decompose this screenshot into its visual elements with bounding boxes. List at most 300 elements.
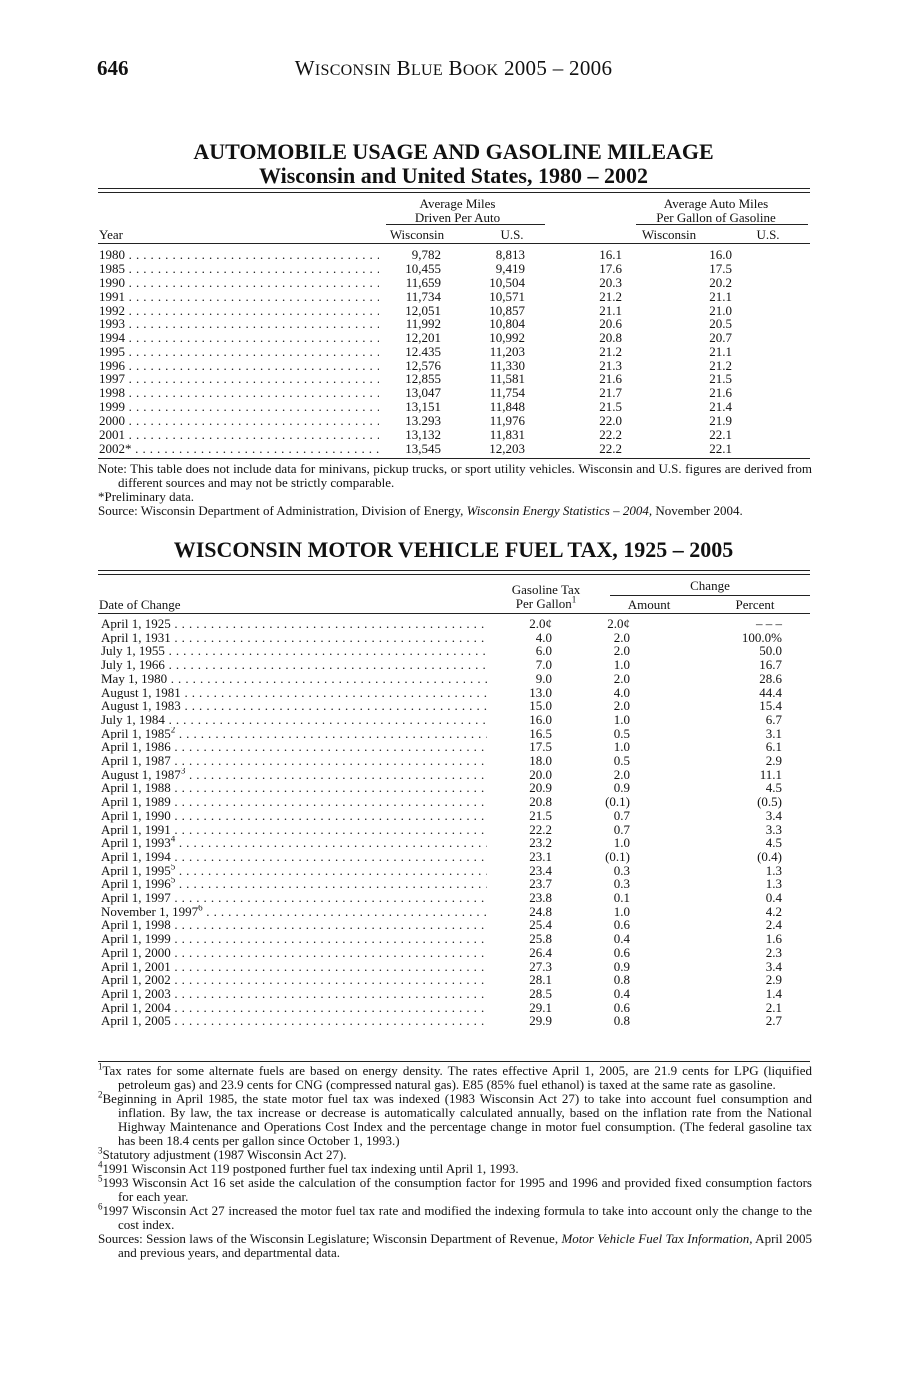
table2-cell-percent: 4.2 xyxy=(765,903,782,919)
table1-year-label: 2001 xyxy=(99,427,125,442)
table2-sources-title: Motor Vehicle Fuel Tax Information, xyxy=(561,1231,753,1246)
footnote-text: 1991 Wisconsin Act 119 postponed further fuel tax indexing until April 1, 1993. xyxy=(102,1161,519,1176)
table2-cell-date xyxy=(101,686,487,700)
table1-title-block xyxy=(0,140,907,188)
running-title-part-1: ISCONSIN xyxy=(314,62,392,79)
table2-date-label: August 1, 1983 xyxy=(101,699,181,713)
table1-year-label: 1995 xyxy=(99,344,125,359)
table1-group1-line2: Driven Per Auto xyxy=(414,210,501,225)
table1-cell-wi-miles: 13,132 xyxy=(405,426,441,442)
table2-cell-amount: 0.5 xyxy=(613,725,630,741)
table1-top-rule-b xyxy=(98,192,810,193)
table2-cell-tax: 9.0 xyxy=(535,670,552,686)
table2-row xyxy=(101,727,814,741)
table1-cell-wi-mpg: 20.6 xyxy=(599,316,622,332)
footnote-mark: 5 xyxy=(98,1173,103,1184)
running-title-initial-b1: B xyxy=(391,56,411,80)
table2-cell-date xyxy=(101,905,487,919)
table2-footnote xyxy=(98,1201,812,1232)
table2-date-label: May 1, 1980 xyxy=(101,671,168,686)
table1-cell-year xyxy=(99,345,379,359)
table2-date-footnote-mark: 3 xyxy=(180,767,186,776)
table2-row xyxy=(101,617,814,631)
table1-cell-us-mpg: 22.1 xyxy=(709,440,732,456)
table2-row xyxy=(101,754,814,768)
table1-year-label: 1985 xyxy=(99,261,125,277)
table1-group1-rule xyxy=(386,224,545,225)
table2-cell-tax: 22.2 xyxy=(529,821,552,837)
table1-cell-wi-mpg: 22.2 xyxy=(599,426,622,442)
table2-cell-date xyxy=(101,768,487,782)
table1-cell-year xyxy=(99,414,379,428)
table1-cell-wi-miles: 10,455 xyxy=(405,261,441,277)
table1-cell-wi-miles: 11,734 xyxy=(405,289,441,304)
table1-row xyxy=(99,248,764,262)
table2-cell-tax: 15.0 xyxy=(529,698,552,714)
table2-cell-percent: 2.7 xyxy=(765,1013,782,1029)
table2-row xyxy=(101,795,814,809)
table2-cell-percent: 3.3 xyxy=(765,821,782,837)
table1-subtitle: Wisconsin and United States, 1980 – 2002 xyxy=(259,163,648,188)
table1-cell-us-mpg: 20.7 xyxy=(709,330,732,346)
table2-date-label: April 1, 2001 xyxy=(101,959,171,974)
table2-row xyxy=(101,809,814,823)
table1-col-wi-miles: Wisconsin xyxy=(389,227,445,242)
table2-cell-percent: 16.7 xyxy=(759,657,782,673)
table2-row xyxy=(101,1001,814,1015)
table1-cell-us-miles: 10,504 xyxy=(489,275,525,291)
table1-notes xyxy=(98,462,812,518)
table2-row xyxy=(101,768,814,782)
table1-year-label: 1999 xyxy=(99,399,125,415)
table1-row xyxy=(99,372,764,386)
table2-body xyxy=(101,617,814,1028)
table1-top-rule-a xyxy=(98,188,810,189)
table2-date-footnote-mark: 2 xyxy=(170,726,176,735)
table2-cell-amount: 0.8 xyxy=(613,972,630,988)
table2-cell-date xyxy=(101,699,487,713)
table1-cell-us-mpg: 21.1 xyxy=(709,289,732,304)
table1-source-prefix: Source: Wisconsin Department of Administration, Division of Energy, xyxy=(98,503,467,518)
table2-cell-date xyxy=(101,836,487,850)
table1-header-rule xyxy=(98,243,810,244)
table2-cell-date xyxy=(101,658,487,672)
table2-cell-percent: 4.5 xyxy=(765,835,782,851)
table1-row xyxy=(99,386,764,400)
table2-date-label: April 1, 1994 xyxy=(101,849,171,864)
table1-year-label: 1993 xyxy=(99,317,125,332)
table2-date-label: April 1, 1991 xyxy=(101,822,171,837)
table1-cell-us-mpg: 21.4 xyxy=(709,399,732,415)
running-title-initial-w: W xyxy=(294,56,315,80)
table1-cell-wi-mpg: 21.3 xyxy=(599,357,622,373)
table1-source-suffix: November 2004. xyxy=(652,503,743,518)
table2-cell-date xyxy=(101,1014,487,1028)
table2-cell-date xyxy=(101,960,487,974)
table2-cell-percent: 0.4 xyxy=(765,890,782,906)
table2-cell-amount: 0.9 xyxy=(613,780,630,796)
table1-cell-wi-mpg: 20.3 xyxy=(599,275,622,291)
table2-row xyxy=(101,905,814,919)
table2-cell-percent: 2.9 xyxy=(765,753,782,769)
table2-cell-tax: 25.8 xyxy=(529,931,552,947)
table2-cell-date xyxy=(101,809,487,823)
table2-date-label: April 1, 1987 xyxy=(101,754,171,768)
table2-cell-amount: 0.7 xyxy=(613,821,630,837)
table2-cell-amount: 2.0 xyxy=(613,698,630,714)
table1-cell-us-mpg: 21.9 xyxy=(709,413,732,429)
table2-cell-percent: 1.4 xyxy=(765,985,782,1001)
table2-cell-percent: 44.4 xyxy=(759,684,782,700)
table2-cell-amount: 0.4 xyxy=(613,931,630,947)
table2-cell-percent: 1.3 xyxy=(765,876,782,892)
table1-cell-year xyxy=(99,276,379,290)
table2-date-label: April 1, 1988 xyxy=(101,781,171,796)
table2-cell-percent: 100.0% xyxy=(741,629,782,645)
table1-cell-wi-mpg: 21.5 xyxy=(599,399,622,415)
table1-group-mpg xyxy=(628,197,804,225)
table2-col-percent: Percent xyxy=(735,597,775,612)
table2-row xyxy=(101,686,814,700)
table1-cell-us-mpg: 21.6 xyxy=(709,384,732,400)
table2-header-rule xyxy=(98,613,810,614)
table2-cell-date xyxy=(101,946,487,960)
table1-cell-us-miles: 10,992 xyxy=(489,330,525,346)
table2-cell-percent: – – – xyxy=(756,616,782,631)
table2-date-label: April 1, 1999 xyxy=(101,932,171,946)
table1-cell-wi-miles: 12.435 xyxy=(405,343,441,359)
table2-cell-amount: 0.6 xyxy=(613,917,630,933)
table2-cell-tax: 20.0 xyxy=(529,766,552,782)
table1-cell-us-miles: 11,203 xyxy=(489,343,525,359)
table2-col-date: Date of Change xyxy=(99,597,181,612)
table2-cell-tax: 6.0 xyxy=(535,643,552,659)
table1-group2-line1: Average Auto Miles xyxy=(663,196,769,211)
table2-col-tax-line1: Gasoline Tax xyxy=(511,582,581,597)
table2-row xyxy=(101,699,814,713)
table2-cell-percent: 28.6 xyxy=(759,670,782,686)
table2-date-label: April 1, 1925 xyxy=(101,617,171,631)
table2-top-rule-a xyxy=(98,570,810,571)
table1-cell-wi-miles: 13,151 xyxy=(405,399,441,415)
table1-col-year: Year xyxy=(99,227,123,242)
table2-footnote xyxy=(98,1061,812,1092)
table2-cell-amount: 0.8 xyxy=(613,1013,630,1029)
table1-cell-us-miles: 10,857 xyxy=(489,302,525,318)
footnote-text: Statutory adjustment (1987 Wisconsin Act 27). xyxy=(102,1147,347,1162)
table1-row xyxy=(99,290,764,304)
table1-group2-rule xyxy=(636,224,808,225)
table1-cell-wi-miles: 11,992 xyxy=(405,316,441,332)
table2-footnote xyxy=(98,1173,812,1204)
table1-cell-us-miles: 11,754 xyxy=(489,384,525,400)
table1-group1-line1: Average Miles xyxy=(419,196,496,211)
table2-cell-tax: 20.9 xyxy=(529,780,552,796)
table1-row xyxy=(99,414,764,428)
table2-cell-amount: 2.0 xyxy=(613,629,630,645)
page-number: 646 xyxy=(97,56,129,80)
table2-row xyxy=(101,960,814,974)
table1-cell-us-mpg: 21.2 xyxy=(709,357,732,373)
table1-cell-year xyxy=(99,428,379,442)
table2-cell-tax: 21.5 xyxy=(529,807,552,823)
table1-cell-wi-miles: 9,782 xyxy=(411,247,441,262)
table2-cell-amount: 2.0 xyxy=(613,670,630,686)
table2-row xyxy=(101,973,814,987)
table2-cell-percent: 1.6 xyxy=(765,931,782,947)
table2-date-footnote-mark: 4 xyxy=(170,836,176,844)
table2-cell-date xyxy=(101,644,487,658)
table1-cell-wi-mpg: 21.6 xyxy=(599,371,622,387)
table1-year-label: 2002* xyxy=(99,441,132,456)
table1-cell-us-miles: 10,571 xyxy=(489,289,525,304)
table1-cell-us-mpg: 21.5 xyxy=(709,371,732,387)
table1-cell-us-miles: 12,203 xyxy=(489,440,525,456)
table2-footnote xyxy=(98,1159,812,1176)
table2-cell-date xyxy=(101,973,487,987)
table1-cell-wi-miles: 13,047 xyxy=(405,384,441,400)
table1-cell-us-miles: 11,330 xyxy=(489,357,525,373)
table2-cell-date xyxy=(101,795,487,809)
table1-cell-year xyxy=(99,317,379,331)
table1-year-label: 1991 xyxy=(99,290,125,304)
table2-cell-amount: 0.6 xyxy=(613,944,630,960)
table2-cell-tax: 28.1 xyxy=(529,972,552,988)
table2-cell-percent: (0.5) xyxy=(757,794,782,810)
table1-cell-wi-miles: 12,855 xyxy=(405,371,441,387)
table2-title: WISCONSIN MOTOR VEHICLE FUEL TAX, 1925 – 2005 xyxy=(173,537,734,562)
table1-cell-us-miles: 11,831 xyxy=(489,426,525,442)
table2-row xyxy=(101,781,814,795)
table1-cell-wi-miles: 11,659 xyxy=(405,275,441,291)
table2-col-amount: Amount xyxy=(627,597,671,612)
table2-cell-amount: 0.4 xyxy=(613,985,630,1001)
table2-cell-tax: 2.0¢ xyxy=(529,616,552,631)
table2-cell-tax: 27.3 xyxy=(529,958,552,974)
table2-cell-date xyxy=(101,727,487,741)
table2-cell-amount: (0.1) xyxy=(605,848,630,864)
table2-cell-amount: 2.0 xyxy=(613,643,630,659)
table1-cell-wi-mpg: 16.1 xyxy=(599,247,622,262)
table2-date-footnote-mark: 6 xyxy=(198,904,203,913)
table2-row xyxy=(101,864,814,878)
table2-cell-date xyxy=(101,1001,487,1015)
table1-title: AUTOMOBILE USAGE AND GASOLINE MILEAGE xyxy=(193,139,714,164)
table2-cell-tax: 4.0 xyxy=(535,629,552,645)
table1-cell-wi-mpg: 17.6 xyxy=(599,261,622,277)
table2-date-label: August 1, 1981 xyxy=(101,685,181,700)
table1-body xyxy=(99,248,764,455)
table1-cell-wi-miles: 12,201 xyxy=(405,330,441,346)
footnote-mark: 1 xyxy=(98,1061,103,1072)
table2-cell-tax: 17.5 xyxy=(529,739,552,755)
table2-cell-tax: 23.8 xyxy=(529,890,552,906)
table2-row xyxy=(101,836,814,850)
table1-cell-year xyxy=(99,262,379,277)
table2-date-footnote-mark: 5 xyxy=(170,877,176,886)
table2-cell-tax: 26.4 xyxy=(529,944,552,960)
table1-cell-us-miles: 8,813 xyxy=(495,247,525,262)
table2-cell-tax: 18.0 xyxy=(529,753,552,769)
table1-cell-wi-mpg: 21.2 xyxy=(599,289,622,304)
table2-date-label: July 1, 1966 xyxy=(101,658,165,672)
table1-cell-us-mpg: 21.1 xyxy=(709,343,732,359)
table2-cell-amount: 1.0 xyxy=(613,739,630,755)
running-title-years: 2005 – 2006 xyxy=(498,56,613,80)
table2-cell-percent: 3.4 xyxy=(765,807,782,823)
table1-cell-us-mpg: 20.5 xyxy=(709,316,732,332)
footnote-text: 1997 Wisconsin Act 27 increased the motor fuel tax rate and modified the indexing formula to take into account only the change to the cost index. xyxy=(102,1203,812,1232)
table1-year-label: 1990 xyxy=(99,276,125,290)
table2-date-label: April 1, 1990 xyxy=(101,808,171,823)
table2-cell-percent: (0.4) xyxy=(757,848,782,864)
table2-cell-tax: 28.5 xyxy=(529,985,552,1001)
table2-date-label: April 1, 2000 xyxy=(101,945,171,960)
table2-cell-amount: 0.9 xyxy=(613,958,630,974)
table2-col-change: Change xyxy=(690,578,730,593)
table2-cell-date xyxy=(101,631,487,645)
table2-date-label: November 1, 1997 xyxy=(101,904,199,919)
table2-cell-date xyxy=(101,932,487,946)
table2-date-label: April 1, 2003 xyxy=(101,986,171,1001)
table2-cell-amount: 4.0 xyxy=(613,684,630,700)
table2-cell-date xyxy=(101,672,487,686)
running-title-initial-b2: B xyxy=(442,56,463,80)
table1-cell-year xyxy=(99,331,379,345)
table2-footnote xyxy=(98,1145,812,1162)
table1-cell-wi-miles: 12,051 xyxy=(405,302,441,318)
table2-date-footnote-mark: 5 xyxy=(170,863,176,872)
table2-change-rule xyxy=(610,595,810,596)
table1-col-wi-mpg: Wisconsin xyxy=(641,227,697,242)
table1-cell-us-miles: 11,581 xyxy=(489,371,525,387)
table2-cell-tax: 25.4 xyxy=(529,917,552,933)
table2-footnotes xyxy=(98,1061,812,1260)
table2-cell-percent: 3.1 xyxy=(765,725,782,741)
table1-note: Note: This table does not include data for minivans, pickup trucks, or sport utility vehicles. Wisconsin and U.S. figures are derived from different sources and may not be strictly comparable. xyxy=(98,461,812,490)
table2-sources-suffix: April 2005 and previous years, and departmental data. xyxy=(118,1231,812,1260)
table2-row xyxy=(101,1014,814,1028)
table1-cell-us-miles: 11,848 xyxy=(489,399,525,415)
table1-year-label: 1992 xyxy=(99,303,125,318)
table2-cell-date xyxy=(101,617,487,631)
table2-cell-percent: 6.7 xyxy=(765,711,782,727)
table1-row xyxy=(99,442,764,456)
running-title-part-3: OOK xyxy=(462,62,499,79)
table1-cell-us-mpg: 17.5 xyxy=(709,261,732,277)
table2-cell-amount: 0.5 xyxy=(613,753,630,769)
table1-year-label: 1997 xyxy=(99,372,125,386)
table2-cell-amount: 0.3 xyxy=(613,876,630,892)
table2-cell-date xyxy=(101,877,487,891)
footnote-mark: 3 xyxy=(98,1145,103,1156)
table1-cell-us-miles: 10,804 xyxy=(489,316,525,332)
table2-date-label: April 1, 1993 xyxy=(101,836,171,850)
table2-cell-percent: 2.3 xyxy=(765,944,782,960)
table1-cell-us-miles: 11,976 xyxy=(489,413,525,429)
table1-year-label: 1980 xyxy=(99,248,125,262)
table2-cell-tax: 13.0 xyxy=(529,684,552,700)
table2-row xyxy=(101,644,814,658)
running-title-part-2: LUE xyxy=(410,62,443,79)
table1-row xyxy=(99,317,764,331)
table2-sources xyxy=(98,1232,812,1260)
footnote-text: Beginning in April 1985, the state motor fuel tax was indexed (1983 Wisconsin Act 27) to take into account fuel consumption and inflation. By law, the tax increase or decrease is automatically calculated annually, based on the inflation rate from the National Highway Maintenance and Operations Cost Index and the percentage change in motor fuel consumption. (The federal gasoline tax has been 18.4 cents per gallon since October 1, 1993.) xyxy=(102,1091,812,1148)
table2-cell-tax: 16.5 xyxy=(529,725,552,741)
table2-row xyxy=(101,891,814,905)
table2-date-label: April 1, 2002 xyxy=(101,973,171,987)
table2-cell-amount: (0.1) xyxy=(605,794,630,810)
table2-date-label: April 1, 1986 xyxy=(101,740,171,755)
table2-footnote xyxy=(98,1089,812,1148)
table2-cell-tax: 23.2 xyxy=(529,835,552,851)
table1-cell-us-mpg: 20.2 xyxy=(709,275,732,291)
table1-cell-wi-mpg: 21.7 xyxy=(599,384,622,400)
table2-cell-date xyxy=(101,823,487,837)
table1-cell-us-mpg: 16.0 xyxy=(709,247,732,262)
table2-cell-date xyxy=(101,740,487,754)
table1-cell-year xyxy=(99,304,379,318)
table2-date-label: April 1, 2004 xyxy=(101,1000,171,1015)
table2-cell-amount: 2.0¢ xyxy=(607,616,630,631)
table1-cell-us-miles: 9,419 xyxy=(495,261,525,277)
table1-col-us-miles: U.S. xyxy=(500,227,524,242)
table2-date-label: April 1, 1995 xyxy=(101,863,171,878)
table2-cell-amount: 1.0 xyxy=(613,711,630,727)
table2-date-label: April 1, 1989 xyxy=(101,795,171,809)
footnote-mark: 2 xyxy=(98,1089,103,1100)
table2-cell-date xyxy=(101,864,487,878)
table2-cell-tax: 23.4 xyxy=(529,862,552,878)
table1-year-label: 1994 xyxy=(99,331,125,345)
table2-date-label: April 1, 1985 xyxy=(101,726,171,741)
table2-row xyxy=(101,672,814,686)
table2-row xyxy=(101,850,814,864)
table2-top-rule-b xyxy=(98,574,810,575)
table1-source xyxy=(98,504,812,518)
table1-year-label: 1996 xyxy=(99,358,125,373)
table2-cell-amount: 0.1 xyxy=(613,890,630,906)
table2-cell-tax: 29.9 xyxy=(529,1013,552,1029)
table2-col-tax-line2-wrap xyxy=(500,594,592,611)
table2-row xyxy=(101,740,814,754)
table2-date-label: April 1, 1997 xyxy=(101,891,171,905)
table1-cell-year xyxy=(99,248,379,262)
table2-row xyxy=(101,658,814,672)
table2-cell-percent: 6.1 xyxy=(765,739,782,755)
table1-row xyxy=(99,331,764,345)
table1-cell-year xyxy=(99,386,379,400)
table1-cell-wi-mpg: 22.2 xyxy=(599,440,622,456)
table2-cell-tax: 24.8 xyxy=(529,903,552,919)
table1-cell-year xyxy=(99,359,379,373)
table2-cell-date xyxy=(101,754,487,768)
table2-cell-percent: 3.4 xyxy=(765,958,782,974)
table1-row xyxy=(99,276,764,290)
table2-cell-percent: 11.1 xyxy=(759,766,782,782)
table1-cell-us-mpg: 21.0 xyxy=(709,302,732,318)
table2-cell-percent: 2.4 xyxy=(765,917,782,933)
table2-cell-date xyxy=(101,918,487,932)
table1-row xyxy=(99,262,764,277)
table2-date-label: April 1, 1931 xyxy=(101,630,171,645)
table2-row xyxy=(101,823,814,837)
table2-row xyxy=(101,987,814,1001)
table2-cell-date xyxy=(101,713,487,727)
table1-cell-wi-mpg: 20.8 xyxy=(599,330,622,346)
table1-year-label: 1998 xyxy=(99,385,125,400)
table2-date-label: July 1, 1984 xyxy=(101,712,165,727)
